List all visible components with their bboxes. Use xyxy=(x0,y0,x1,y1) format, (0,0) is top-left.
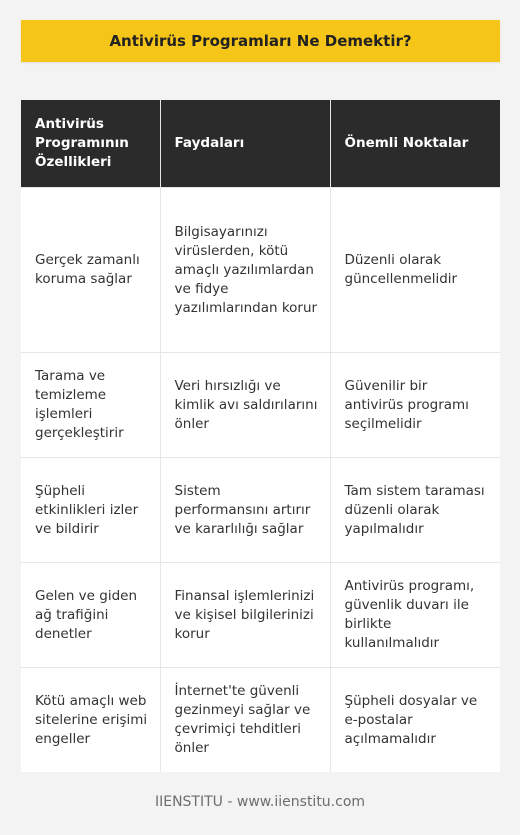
table-cell: Veri hırsızlığı ve kimlik avı saldırılarını önler xyxy=(160,353,330,458)
page-title: Antivirüs Programları Ne Demektir? xyxy=(109,32,412,50)
table-cell: Bilgisayarınızı virüslerden, kötü amaçlı yazılımlardan ve fidye yazılımlarından korur xyxy=(160,188,330,353)
table-cell: Antivirüs programı, güvenlik duvarı ile birlikte kullanılmalıdır xyxy=(330,563,500,668)
table-row xyxy=(21,188,500,353)
table-row xyxy=(21,668,500,773)
table-cell: Şüpheli dosyalar ve e-postalar açılmamalıdır xyxy=(330,668,500,773)
table-header-row xyxy=(21,100,500,188)
table-row xyxy=(21,458,500,563)
table-cell: Sistem performansını artırır ve kararlılığı sağlar xyxy=(160,458,330,563)
table-cell: Şüpheli etkinlikleri izler ve bildirir xyxy=(21,458,160,563)
table-cell: Finansal işlemlerinizi ve kişisel bilgilerinizi korur xyxy=(160,563,330,668)
table-cell: Tam sistem taraması düzenli olarak yapılmalıdır xyxy=(330,458,500,563)
table-cell: Tarama ve temizleme işlemleri gerçekleştirir xyxy=(21,353,160,458)
comparison-table xyxy=(21,100,500,772)
column-header-key-points: Önemli Noktalar xyxy=(330,100,500,188)
table-row xyxy=(21,563,500,668)
table-cell: Kötü amaçlı web sitelerine erişimi engeller xyxy=(21,668,160,773)
table-cell: İnternet'te güvenli gezinmeyi sağlar ve çevrimiçi tehditleri önler xyxy=(160,668,330,773)
table-row xyxy=(21,353,500,458)
title-banner xyxy=(21,20,500,62)
footer-credit: IIENSTITU - www.iienstitu.com xyxy=(154,794,366,810)
column-header-features: Antivirüs Programının Özellikleri xyxy=(21,100,160,188)
column-header-benefits: Faydaları xyxy=(160,100,330,188)
table-cell: Gerçek zamanlı koruma sağlar xyxy=(21,188,160,353)
table-cell: Düzenli olarak güncellenmelidir xyxy=(330,188,500,353)
table-cell: Gelen ve giden ağ trafiğini denetler xyxy=(21,563,160,668)
table-cell: Güvenilir bir antivirüs programı seçilmelidir xyxy=(330,353,500,458)
